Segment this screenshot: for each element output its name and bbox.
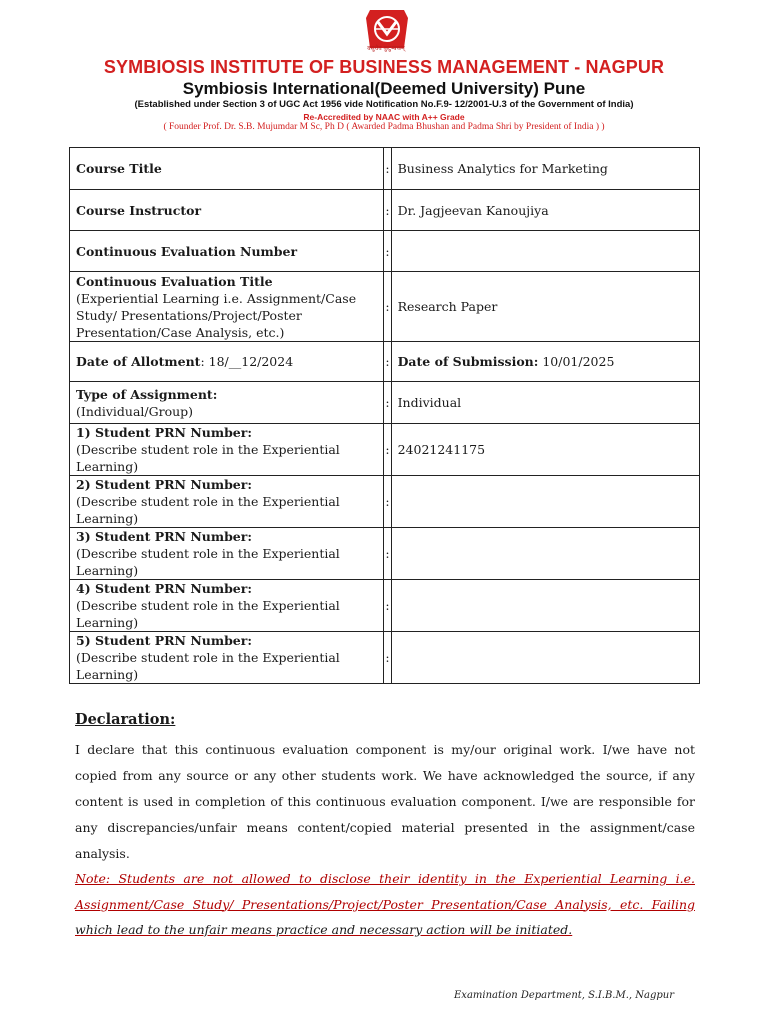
student-4-cell (70, 580, 384, 632)
motto: वसुधैव कुटुम्बकम् (367, 45, 405, 52)
allotment-label: Date of Allotment (76, 354, 201, 369)
establishment-line: (Established under Section 3 of UGC Act 1956 vide Notification No.F.9- 12/2001-U.3 of the Government of India) (134, 99, 634, 110)
student-4-value (391, 580, 699, 632)
student-2-value (391, 476, 699, 528)
course-title-value: Business Analytics for Marketing (391, 148, 699, 190)
student-2-sub: (Describe student role in the Experiential Learning) (76, 494, 340, 526)
note-rest-text: which lead to the unfair means practice and necessary action will be initiated. (75, 922, 573, 937)
allotment-cell (70, 342, 384, 382)
course-title-label: Course Title (70, 148, 384, 190)
student-3-sub: (Describe student role in the Experiential Learning) (76, 546, 340, 578)
separator: : (384, 632, 391, 684)
declaration-title: Declaration: (75, 711, 176, 728)
separator: : (384, 424, 391, 476)
assignment-type-cell (70, 382, 384, 424)
course-instructor-value: Dr. Jagjeevan Kanoujiya (391, 190, 699, 231)
row-dates (70, 342, 700, 382)
student-1-label: 1) Student PRN Number: (76, 425, 252, 440)
student-4-sub: (Describe student role in the Experiential Learning) (76, 598, 340, 630)
ce-title-label: Continuous Evaluation Title (76, 273, 273, 289)
student-3-label: 3) Student PRN Number: (76, 529, 252, 544)
university-name: Symbiosis International(Deemed University) Pune (182, 79, 586, 98)
ce-title-value: Research Paper (391, 272, 699, 342)
ce-title-cell (70, 272, 384, 342)
row-student-2 (70, 476, 700, 528)
row-course-title (70, 148, 700, 190)
student-4-label: 4) Student PRN Number: (76, 581, 252, 596)
row-student-3 (70, 528, 700, 580)
submission-cell (391, 342, 699, 382)
founder-line: ( Founder Prof. Dr. S.B. Mujumdar M Sc, Ph D ( Awarded Padma Bhushan and Padma Shri by President of India ) ) (163, 122, 605, 132)
ce-title-sub: (Experiential Learning i.e. Assignment/Case Study/ Presentations/Project/Poster Presentation/Case Analysis, etc.) (76, 290, 357, 340)
student-5-cell (70, 632, 384, 684)
footer-text: Examination Department, S.I.B.M., Nagpur (454, 990, 674, 1001)
student-1-sub: (Describe student role in the Experiential Learning) (76, 442, 340, 474)
declaration-note (75, 866, 695, 943)
institute-name: SYMBIOSIS INSTITUTE OF BUSINESS MANAGEMENT - NAGPUR (103, 57, 665, 77)
separator: : (384, 382, 391, 424)
declaration-body: I declare that this continuous evaluation component is my/our original work. I/we have not copied from any source or any other students work. We have acknowledged the source, if any content is used in completion of this continuous evaluation component. I/we are responsible for any discrepancies/unfair means content/copied material presented in the assignment/case analysis. (75, 742, 695, 861)
student-5-value (391, 632, 699, 684)
row-ce-title (70, 272, 700, 342)
submission-label: Date of Submission: (397, 354, 539, 369)
separator: : (384, 476, 391, 528)
row-student-5 (70, 632, 700, 684)
row-student-1 (70, 424, 700, 476)
row-student-4 (70, 580, 700, 632)
assignment-type-value: Individual (391, 382, 699, 424)
evaluation-form-table (69, 147, 700, 684)
separator: : (384, 148, 391, 190)
student-3-cell (70, 528, 384, 580)
note-red-text: Note: Students are not allowed to disclose their identity in the Experiential Learning i.e. Assignment/Case Study/ Presentations/Project/Poster Presentation/Case Analysis, etc. Failing (75, 871, 695, 912)
allotment-value: : 18/__12/2024 (200, 354, 294, 369)
ce-number-value (391, 231, 699, 272)
assignment-type-label: Type of Assignment: (76, 386, 218, 402)
student-5-label: 5) Student PRN Number: (76, 633, 252, 648)
row-course-instructor (70, 190, 700, 231)
row-assignment-type (70, 382, 700, 424)
separator: : (384, 231, 391, 272)
separator: : (384, 272, 391, 342)
separator: : (384, 342, 391, 382)
ce-number-label: Continuous Evaluation Number (70, 231, 384, 272)
submission-value: 10/01/2025 (538, 354, 615, 369)
student-5-sub: (Describe student role in the Experiential Learning) (76, 650, 340, 682)
course-instructor-label: Course Instructor (70, 190, 384, 231)
separator: : (384, 580, 391, 632)
student-1-cell (70, 424, 384, 476)
student-2-cell (70, 476, 384, 528)
student-3-value (391, 528, 699, 580)
separator: : (384, 190, 391, 231)
separator: : (384, 528, 391, 580)
student-1-value: 24021241175 (391, 424, 699, 476)
student-2-label: 2) Student PRN Number: (76, 477, 252, 492)
assignment-type-sub: (Individual/Group) (76, 403, 194, 419)
accreditation-line: Re-Accredited by NAAC with A++ Grade (303, 112, 465, 122)
row-ce-number (70, 231, 700, 272)
